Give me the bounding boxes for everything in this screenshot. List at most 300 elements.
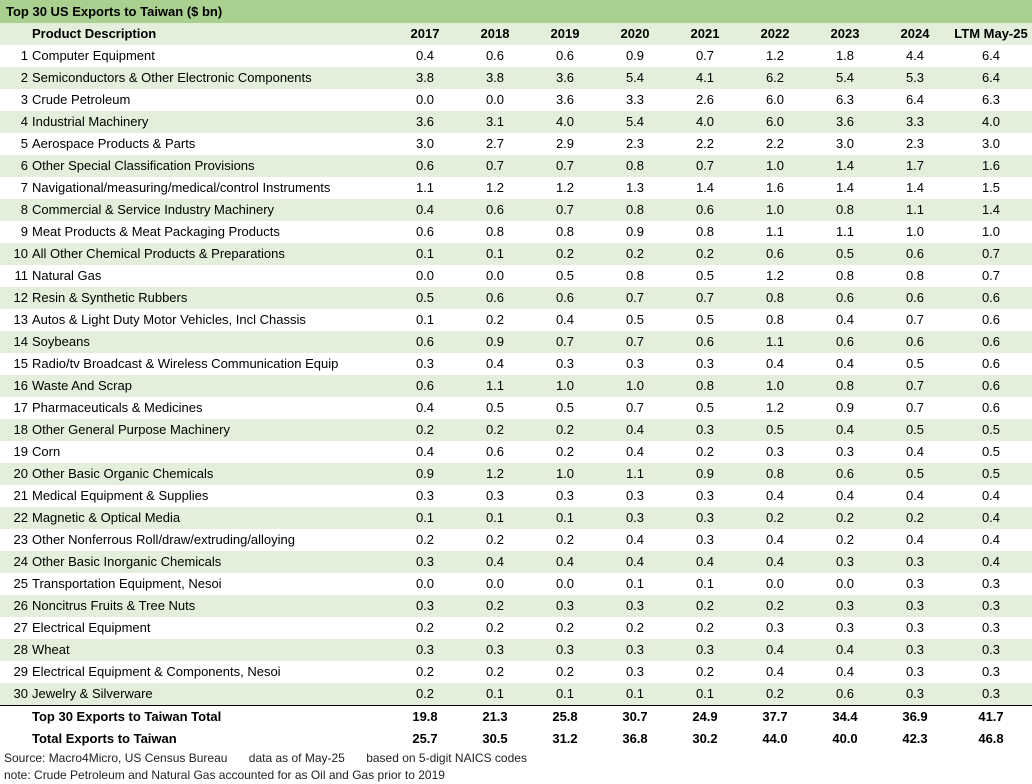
value-cell: 0.3 <box>981 576 1001 591</box>
total-label-cell: Top 30 Exports to Taiwan Total <box>32 706 390 729</box>
value-cell: 0.4 <box>835 312 855 327</box>
value-cell: 0.2 <box>695 620 715 635</box>
value-cell: 0.7 <box>905 400 925 415</box>
value-cell: 0.8 <box>600 155 670 177</box>
rank-cell: 14 <box>0 331 32 353</box>
value-cell: 0.2 <box>530 419 600 441</box>
value-cell: 0.2 <box>415 532 435 547</box>
value-cell: 0.3 <box>950 683 1032 706</box>
value-cell: 0.4 <box>390 199 460 221</box>
rank-cell: 30 <box>0 683 32 706</box>
value-cell: 0.2 <box>695 664 715 679</box>
value-cell: 0.2 <box>390 419 460 441</box>
value-cell: 0.5 <box>485 400 505 415</box>
value-cell: 0.6 <box>810 287 880 309</box>
value-cell: 0.4 <box>530 551 600 573</box>
total-value-cell: 21.3 <box>460 706 530 729</box>
total-value-cell: 36.9 <box>880 706 950 729</box>
value-cell: 0.2 <box>485 620 505 635</box>
total-value-cell: 31.2 <box>530 728 600 750</box>
value-cell: 0.8 <box>835 268 855 283</box>
product-name-cell: Other Nonferrous Roll/draw/extruding/alloying <box>32 532 296 547</box>
rank-cell: 6 <box>0 155 32 177</box>
value-cell: 6.2 <box>740 67 810 89</box>
value-cell: 0.3 <box>670 419 740 441</box>
value-cell: 0.4 <box>415 444 435 459</box>
total-value-cell: 30.5 <box>460 728 530 750</box>
value-cell: 1.2 <box>765 400 785 415</box>
value-cell: 0.8 <box>810 375 880 397</box>
value-cell: 0.3 <box>415 488 435 503</box>
value-cell: 0.9 <box>460 331 530 353</box>
value-cell: 0.6 <box>460 199 530 221</box>
table-row <box>0 67 1032 89</box>
value-cell: 0.3 <box>880 683 950 706</box>
value-cell: 2.3 <box>905 136 925 151</box>
value-cell: 0.2 <box>740 595 810 617</box>
table-row <box>0 617 1032 639</box>
value-cell: 1.4 <box>810 155 880 177</box>
value-cell: 1.0 <box>740 155 810 177</box>
value-cell: 0.4 <box>835 664 855 679</box>
header-product-description: Product Description <box>32 23 390 45</box>
value-cell: 0.2 <box>485 532 505 547</box>
value-cell: 0.3 <box>905 664 925 679</box>
value-cell: 1.3 <box>625 180 645 195</box>
footer-asof: data as of May-25 <box>248 751 345 765</box>
value-cell: 0.0 <box>415 268 435 283</box>
value-cell: 0.6 <box>950 331 1032 353</box>
total-value-cell: 36.8 <box>600 728 670 750</box>
table-row <box>0 661 1032 683</box>
value-cell: 3.0 <box>415 136 435 151</box>
value-cell: 3.0 <box>835 136 855 151</box>
table-row <box>0 199 1032 221</box>
value-cell: 0.3 <box>415 356 435 371</box>
value-cell: 1.4 <box>695 180 715 195</box>
total-value-cell: 37.7 <box>740 706 810 729</box>
value-cell: 1.0 <box>981 224 1001 239</box>
product-name-cell: Corn <box>32 444 61 459</box>
value-cell: 0.4 <box>625 444 645 459</box>
value-cell: 0.6 <box>485 444 505 459</box>
value-cell: 0.8 <box>740 287 810 309</box>
value-cell: 0.6 <box>810 331 880 353</box>
rank-cell: 2 <box>0 67 32 89</box>
rank-cell: 28 <box>0 639 32 661</box>
rank-cell: 15 <box>13 356 28 371</box>
value-cell: 0.5 <box>740 419 810 441</box>
value-cell: 1.0 <box>740 375 810 397</box>
rank-cell: 9 <box>20 224 28 239</box>
product-name-cell: Other Basic Inorganic Chemicals <box>32 551 390 573</box>
header-2020: 2020 <box>600 23 670 45</box>
total-value-cell: 19.8 <box>390 706 460 729</box>
value-cell: 0.2 <box>835 532 855 547</box>
product-name-cell: Jewelry & Silverware <box>32 683 390 706</box>
value-cell: 0.4 <box>625 532 645 547</box>
table-row <box>0 353 1032 375</box>
rank-cell: 21 <box>13 488 28 503</box>
value-cell: 0.0 <box>835 576 855 591</box>
value-cell: 0.4 <box>670 551 740 573</box>
rank-cell: 26 <box>0 595 32 617</box>
value-cell: 0.2 <box>485 312 505 327</box>
total-value-cell: 46.8 <box>950 728 1032 750</box>
value-cell: 0.5 <box>625 312 645 327</box>
value-cell: 1.6 <box>950 155 1032 177</box>
value-cell: 1.0 <box>600 375 670 397</box>
value-cell: 0.2 <box>555 444 575 459</box>
rank-cell: 10 <box>0 243 32 265</box>
header-2024: 2024 <box>880 23 950 45</box>
value-cell: 0.3 <box>460 639 530 661</box>
value-cell: 0.3 <box>695 532 715 547</box>
product-name-cell: Navigational/measuring/medical/control Instruments <box>32 180 331 195</box>
value-cell: 0.2 <box>555 620 575 635</box>
value-cell: 0.3 <box>835 620 855 635</box>
value-cell: 0.3 <box>835 444 855 459</box>
value-cell: 0.2 <box>670 243 740 265</box>
value-cell: 0.3 <box>390 595 460 617</box>
value-cell: 0.7 <box>530 199 600 221</box>
value-cell: 4.1 <box>670 67 740 89</box>
value-cell: 0.5 <box>880 419 950 441</box>
value-cell: 0.5 <box>810 243 880 265</box>
value-cell: 0.4 <box>905 444 925 459</box>
value-cell: 0.0 <box>485 92 505 107</box>
footer-note: note: Crude Petroleum and Natural Gas accounted for as Oil and Gas prior to 2019 <box>4 768 445 782</box>
product-name-cell: Radio/tv Broadcast & Wireless Communication Equip <box>32 356 339 371</box>
value-cell: 0.4 <box>460 551 530 573</box>
value-cell: 0.3 <box>530 595 600 617</box>
product-name-cell: Commercial & Service Industry Machinery <box>32 199 390 221</box>
value-cell: 2.2 <box>765 136 785 151</box>
value-cell: 0.6 <box>390 331 460 353</box>
value-cell: 0.8 <box>670 375 740 397</box>
value-cell: 0.0 <box>485 576 505 591</box>
value-cell: 0.3 <box>950 595 1032 617</box>
value-cell: 1.6 <box>765 180 785 195</box>
header-ltm: LTM May-25 <box>950 23 1032 45</box>
value-cell: 0.4 <box>765 664 785 679</box>
total-value-cell: 34.4 <box>810 706 880 729</box>
product-name-cell: Magnetic & Optical Media <box>32 507 390 529</box>
value-cell: 0.4 <box>905 488 925 503</box>
value-cell: 2.9 <box>555 136 575 151</box>
value-cell: 0.5 <box>695 400 715 415</box>
value-cell: 6.0 <box>740 111 810 133</box>
header-2019: 2019 <box>530 23 600 45</box>
value-cell: 6.4 <box>905 92 925 107</box>
table-row <box>0 287 1032 309</box>
value-cell: 0.4 <box>835 488 855 503</box>
value-cell: 1.1 <box>740 331 810 353</box>
value-cell: 0.3 <box>905 576 925 591</box>
value-cell: 0.6 <box>880 331 950 353</box>
value-cell: 1.2 <box>765 48 785 63</box>
value-cell: 3.6 <box>810 111 880 133</box>
value-cell: 0.1 <box>390 507 460 529</box>
value-cell: 1.1 <box>880 199 950 221</box>
product-name-cell: Resin & Synthetic Rubbers <box>32 287 390 309</box>
value-cell: 0.3 <box>555 488 575 503</box>
rank-cell: 25 <box>13 576 28 591</box>
value-cell: 0.0 <box>555 576 575 591</box>
value-cell: 3.8 <box>390 67 460 89</box>
value-cell: 0.3 <box>670 507 740 529</box>
exports-table <box>0 23 1032 750</box>
value-cell: 0.4 <box>981 532 1001 547</box>
total-value-cell: 44.0 <box>740 728 810 750</box>
value-cell: 0.7 <box>905 312 925 327</box>
rank-cell: 8 <box>0 199 32 221</box>
value-cell: 1.0 <box>905 224 925 239</box>
value-cell: 0.4 <box>555 312 575 327</box>
total-value-cell: 40.0 <box>810 728 880 750</box>
value-cell: 0.0 <box>415 576 435 591</box>
product-name-cell: Semiconductors & Other Electronic Components <box>32 67 390 89</box>
value-cell: 0.3 <box>810 551 880 573</box>
rank-cell: 1 <box>20 48 28 63</box>
value-cell: 0.1 <box>460 507 530 529</box>
value-cell: 0.8 <box>695 224 715 239</box>
table-row <box>0 595 1032 617</box>
value-cell: 0.0 <box>485 268 505 283</box>
value-cell: 0.6 <box>981 356 1001 371</box>
header-2022: 2022 <box>740 23 810 45</box>
product-name-cell: Computer Equipment <box>32 48 155 63</box>
table-body <box>0 45 1032 706</box>
value-cell: 0.1 <box>460 683 530 706</box>
value-cell: 0.3 <box>555 356 575 371</box>
value-cell: 6.3 <box>835 92 855 107</box>
header-rank-cell <box>0 23 32 45</box>
value-cell: 4.0 <box>950 111 1032 133</box>
value-cell: 0.7 <box>981 268 1001 283</box>
value-cell: 0.3 <box>810 595 880 617</box>
value-cell: 1.1 <box>765 224 785 239</box>
value-cell: 0.1 <box>695 576 715 591</box>
value-cell: 0.3 <box>695 356 715 371</box>
value-cell: 0.6 <box>981 312 1001 327</box>
value-cell: 0.7 <box>460 155 530 177</box>
value-cell: 1.0 <box>530 463 600 485</box>
value-cell: 0.1 <box>625 576 645 591</box>
product-name-cell: Waste And Scrap <box>32 375 390 397</box>
value-cell: 1.1 <box>835 224 855 239</box>
value-cell: 0.6 <box>390 155 460 177</box>
value-cell: 0.4 <box>415 400 435 415</box>
value-cell: 5.3 <box>880 67 950 89</box>
value-cell: 0.2 <box>600 243 670 265</box>
rank-cell: 4 <box>0 111 32 133</box>
value-cell: 0.3 <box>765 620 785 635</box>
value-cell: 1.1 <box>415 180 435 195</box>
value-cell: 0.2 <box>625 620 645 635</box>
table-row <box>0 45 1032 67</box>
value-cell: 0.5 <box>950 463 1032 485</box>
value-cell: 0.7 <box>600 287 670 309</box>
value-cell: 0.4 <box>810 419 880 441</box>
value-cell: 0.9 <box>625 224 645 239</box>
value-cell: 0.5 <box>981 444 1001 459</box>
total-rank-blank <box>0 728 32 750</box>
table-row <box>0 265 1032 287</box>
total-value-cell: 30.2 <box>670 728 740 750</box>
value-cell: 0.3 <box>880 595 950 617</box>
value-cell: 2.6 <box>695 92 715 107</box>
value-cell: 0.3 <box>905 620 925 635</box>
product-name-cell: Soybeans <box>32 331 390 353</box>
rank-cell: 5 <box>20 136 28 151</box>
value-cell: 0.5 <box>905 356 925 371</box>
table-row <box>0 441 1032 463</box>
total-value-cell: 30.7 <box>600 706 670 729</box>
total-value-cell: 25.8 <box>530 706 600 729</box>
footer-source-line <box>4 750 1032 767</box>
totals-body <box>0 706 1032 751</box>
value-cell: 0.0 <box>765 576 785 591</box>
value-cell: 0.6 <box>670 199 740 221</box>
value-cell: 1.4 <box>905 180 925 195</box>
product-name-cell: Electrical Equipment <box>32 620 151 635</box>
value-cell: 0.4 <box>835 356 855 371</box>
value-cell: 0.4 <box>950 507 1032 529</box>
table-row <box>0 529 1032 551</box>
value-cell: 1.2 <box>765 268 785 283</box>
value-cell: 1.0 <box>740 199 810 221</box>
value-cell: 0.3 <box>880 551 950 573</box>
value-cell: 0.1 <box>460 243 530 265</box>
value-cell: 0.1 <box>390 243 460 265</box>
value-cell: 0.8 <box>625 268 645 283</box>
value-cell: 0.4 <box>485 356 505 371</box>
rank-cell: 19 <box>13 444 28 459</box>
value-cell: 5.4 <box>600 111 670 133</box>
value-cell: 0.2 <box>555 532 575 547</box>
value-cell: 3.8 <box>460 67 530 89</box>
value-cell: 0.6 <box>530 287 600 309</box>
value-cell: 0.3 <box>950 639 1032 661</box>
value-cell: 0.0 <box>415 92 435 107</box>
value-cell: 6.4 <box>981 48 1001 63</box>
value-cell: 0.3 <box>695 488 715 503</box>
rank-cell: 27 <box>13 620 28 635</box>
value-cell: 0.2 <box>460 419 530 441</box>
value-cell: 1.5 <box>981 180 1001 195</box>
header-2017: 2017 <box>390 23 460 45</box>
value-cell: 0.7 <box>530 331 600 353</box>
value-cell: 1.4 <box>835 180 855 195</box>
product-name-cell: Noncitrus Fruits & Tree Nuts <box>32 595 390 617</box>
value-cell: 0.3 <box>600 507 670 529</box>
value-cell: 0.6 <box>415 224 435 239</box>
value-cell: 0.3 <box>390 639 460 661</box>
value-cell: 0.5 <box>555 268 575 283</box>
table-title: Top 30 US Exports to Taiwan ($ bn) <box>0 0 1032 23</box>
product-name-cell: Electrical Equipment & Components, Nesoi <box>32 664 281 679</box>
value-cell: 0.2 <box>390 683 460 706</box>
value-cell: 0.3 <box>880 639 950 661</box>
value-cell: 0.3 <box>981 620 1001 635</box>
value-cell: 0.9 <box>390 463 460 485</box>
value-cell: 0.3 <box>625 488 645 503</box>
value-cell: 1.1 <box>460 375 530 397</box>
product-name-cell: Transportation Equipment, Nesoi <box>32 576 222 591</box>
value-cell: 0.6 <box>460 287 530 309</box>
rank-cell: 23 <box>13 532 28 547</box>
table-row <box>0 639 1032 661</box>
table-row <box>0 507 1032 529</box>
rank-cell: 16 <box>0 375 32 397</box>
value-cell: 0.7 <box>670 287 740 309</box>
value-cell: 0.3 <box>765 444 785 459</box>
value-cell: 0.6 <box>981 400 1001 415</box>
value-cell: 0.4 <box>765 488 785 503</box>
table-row <box>0 331 1032 353</box>
rank-cell: 18 <box>0 419 32 441</box>
value-cell: 0.1 <box>415 312 435 327</box>
value-cell: 6.4 <box>950 67 1032 89</box>
value-cell: 0.2 <box>880 507 950 529</box>
rank-cell: 11 <box>14 268 28 283</box>
total-value-cell: 25.7 <box>390 728 460 750</box>
value-cell: 0.4 <box>905 532 925 547</box>
value-cell: 5.4 <box>810 67 880 89</box>
product-name-cell: Industrial Machinery <box>32 111 390 133</box>
value-cell: 0.2 <box>485 664 505 679</box>
value-cell: 0.3 <box>600 639 670 661</box>
value-cell: 0.3 <box>485 488 505 503</box>
value-cell: 3.6 <box>555 92 575 107</box>
value-cell: 4.0 <box>670 111 740 133</box>
value-cell: 0.6 <box>880 287 950 309</box>
value-cell: 3.3 <box>625 92 645 107</box>
value-cell: 0.2 <box>415 664 435 679</box>
value-cell: 0.6 <box>810 463 880 485</box>
value-cell: 1.0 <box>530 375 600 397</box>
table-row <box>0 485 1032 507</box>
header-row <box>0 23 1032 45</box>
value-cell: 0.9 <box>835 400 855 415</box>
value-cell: 0.9 <box>625 48 645 63</box>
table-row <box>0 111 1032 133</box>
header-2021: 2021 <box>670 23 740 45</box>
value-cell: 0.1 <box>600 683 670 706</box>
value-cell: 0.3 <box>600 595 670 617</box>
value-cell: 6.0 <box>765 92 785 107</box>
value-cell: 3.6 <box>530 67 600 89</box>
value-cell: 1.2 <box>485 180 505 195</box>
product-name-cell: Other Special Classification Provisions <box>32 155 390 177</box>
header-2023: 2023 <box>810 23 880 45</box>
value-cell: 2.3 <box>625 136 645 151</box>
value-cell: 0.2 <box>555 664 575 679</box>
value-cell: 0.3 <box>625 664 645 679</box>
value-cell: 6.3 <box>981 92 1001 107</box>
product-name-cell: Other Basic Organic Chemicals <box>32 463 390 485</box>
value-cell: 3.1 <box>460 111 530 133</box>
value-cell: 4.0 <box>530 111 600 133</box>
value-cell: 0.4 <box>740 551 810 573</box>
value-cell: 3.0 <box>981 136 1001 151</box>
value-cell: 0.7 <box>530 155 600 177</box>
value-cell: 1.4 <box>950 199 1032 221</box>
value-cell: 0.2 <box>460 595 530 617</box>
value-cell: 0.7 <box>670 155 740 177</box>
rank-cell: 12 <box>0 287 32 309</box>
